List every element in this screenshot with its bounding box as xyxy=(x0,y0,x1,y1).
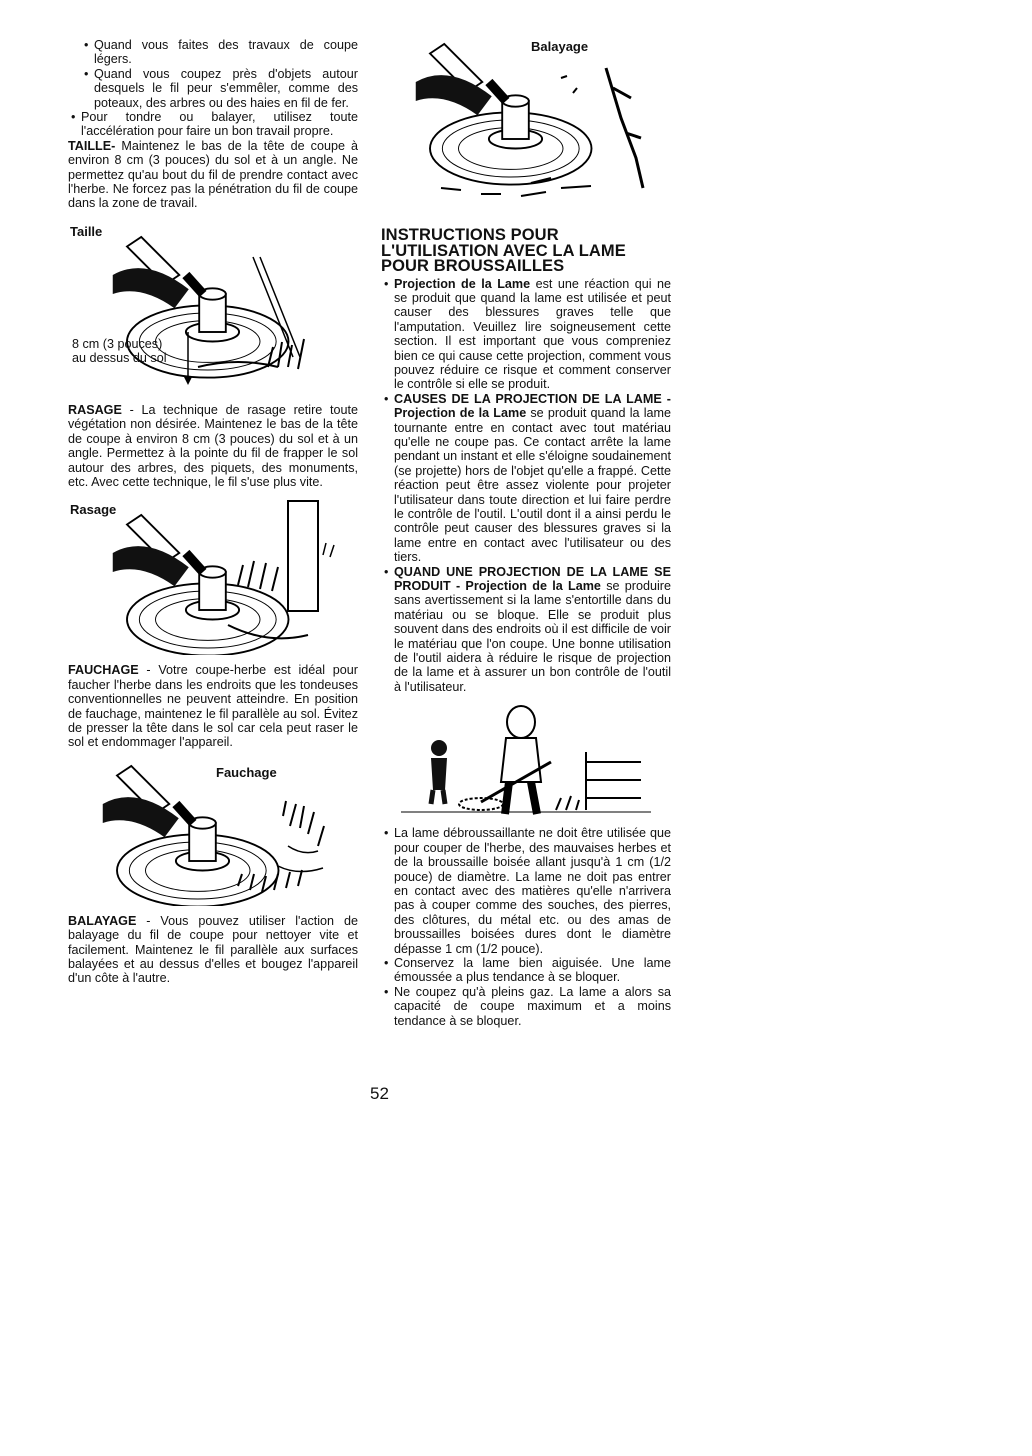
taille-text: Maintenez le bas de la tête de coupe à environ 8 cm (3 pouces) du sol et à un angle. Ne permettez qu'au bout du fil de prendre contact avec l'herbe. Ne forcez pas la pénétration du fil de coupe dans la zone de travail. xyxy=(68,138,358,211)
rasage-paragraph xyxy=(68,403,358,489)
taille-lead: TAILLE- xyxy=(68,138,116,153)
operator-illustration xyxy=(381,702,671,820)
balayage-illustration xyxy=(381,38,671,208)
balayage-lead: BALAYAGE xyxy=(68,913,137,928)
balayage-text: - Vous pouvez utiliser l'action de balayage du fil de coupe pour nettoyer vite et facilement. Maintenez le fil parallèle aux surfaces balayées et au dessus d'elles et bougez l'appareil d'un côte à l'autre. xyxy=(68,913,358,986)
rasage-lead: RASAGE xyxy=(68,402,122,417)
list-item: • Quand vous coupez près d'objets autour desquels le fil peur s'emmêler, comme des poteaux, des arbres ou des haies en fil de fer. xyxy=(81,67,358,110)
intro-sub-list xyxy=(81,38,358,110)
kickback-list xyxy=(381,277,671,695)
fauchage-lead: FAUCHAGE xyxy=(68,663,139,678)
rasage-illustration xyxy=(68,495,358,655)
item-text: est une réaction qui ne se produit que quand la lame est utilisée et peut causer des blessures graves telle que l'amputation. Veuillez lire soigneusement cette section. Il est important que vous compreniez bien ce qui cause cette projection, comment vous pouvez réduire ce risque et comment conserver le contrôle si elle se produit. xyxy=(394,276,671,392)
blade-usage-list xyxy=(381,826,671,1028)
list-item xyxy=(381,277,671,392)
intro-list xyxy=(68,110,358,139)
list-item xyxy=(381,392,671,565)
item-text: se produire sans avertissement si la lame s'entortille dans du matériau ou se bloque. Elle se produit plus souvent dans des endroits où il est difficile de voir le matériau que l'on coupe. Une bonne utilisation de l'outil aidera à réduire le risque de projection de la lame et à assurer un bon contrôle de l'outil à l'utilisateur. xyxy=(394,579,671,694)
section-heading: INSTRUCTIONS POUR L'UTILISATION AVEC LA LAME POUR BROUSSAILLES xyxy=(381,226,626,275)
fauchage-illustration xyxy=(68,756,358,906)
item-text: se produit quand la lame tournante entre en contact avec tout matériau qu'elle ne coupe pas. Ce contact arrête la lame pendant un instant et elle s'éloigne soudainement (se projette) hors de l'objet qu'elle a frappé. Cette réaction peut être assez violente pour projeter l'utilisateur dans toute direction et lui faire perdre le contrôle de l'outil. L'outil dont il a ainsi perdu le contrôle peut causer des blessures graves si la lame entre en contact avec l'utilisateur ou des tiers. xyxy=(394,406,671,565)
list-item xyxy=(381,565,671,695)
list-item: • Pour tondre ou balayer, utilisez toute l'accélération pour faire un bon travail propre. xyxy=(68,110,358,139)
item-lead: CAUSES DE LA PROJECTION DE LA LAME - Projection de la Lame xyxy=(394,391,671,421)
taille-paragraph xyxy=(68,139,358,211)
page-number: 52 xyxy=(370,1084,389,1103)
measure-label: 8 cm (3 pouces) au dessus du sol xyxy=(72,336,167,365)
item-lead: Projection de la Lame xyxy=(394,276,531,291)
list-item: • Ne coupez qu'à pleins gaz. La lame a alors sa capacité de coupe maximum et a moins tendance à se bloquer. xyxy=(381,985,671,1028)
list-item: • Quand vous faites des travaux de coupe légers. xyxy=(81,38,358,67)
list-item: • Conservez la lame bien aiguisée. Une lame émoussée a plus tendance à se bloquer. xyxy=(381,956,671,985)
taille-illustration xyxy=(68,217,358,395)
figure-caption: Balayage xyxy=(531,39,589,54)
rasage-text: - La technique de rasage retire toute végétation non désirée. Maintenez le bas de la tête de coupe à environ 8 cm (3 pouces) du sol et à un angle. Permettez à la pointe du fil de frapper le sol autour des arbres, des piquets, des monuments, etc. Avec cette technique, le fil s'use plus vite. xyxy=(68,402,358,489)
right-column xyxy=(381,38,671,1028)
figure-caption: Rasage xyxy=(70,502,117,518)
figure-caption: Fauchage xyxy=(216,764,277,780)
balayage-paragraph xyxy=(68,914,358,986)
item-lead: QUAND UNE PROJECTION DE LA LAME SE PRODUIT - Projection de la Lame xyxy=(394,564,671,594)
fauchage-paragraph xyxy=(68,663,358,749)
figure-caption: Taille xyxy=(70,223,103,239)
fauchage-text: - Votre coupe-herbe est idéal pour faucher l'herbe dans les endroits que les tondeuses conventionnelles ne peuvent atteindre. En position de fauchage, maintenez le fil parallèle au sol. Évitez de presser la tête dans le sol car cela peut raser le sol et endommager l'appareil. xyxy=(68,663,358,750)
left-column xyxy=(68,38,358,986)
list-item: • La lame débroussaillante ne doit être utilisée que pour couper de l'herbe, des mauvaises herbes et de la broussaille boisée allant jusqu'à 1 cm (1/2 pouce) de diamètre. La lame ne doit pas entrer en contact avec des matières qu'elle n'arrivera pas à couper comme des souches, des pierres, des clôtures, du métal etc. ou des amas de broussailles boisées dures dont le diamètre dépasse 1 cm (1/2 pouce). xyxy=(381,826,671,956)
